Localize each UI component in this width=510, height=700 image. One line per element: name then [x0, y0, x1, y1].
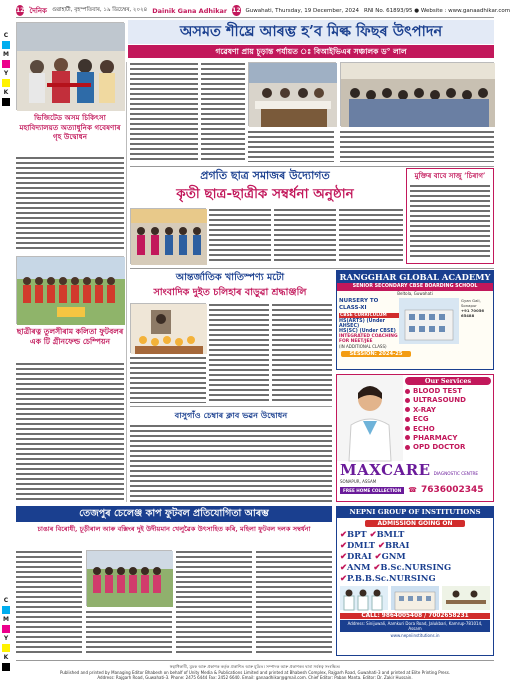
imprint-line-1: স্বত্বাধিকাৰী, মুদ্ৰক আৰু প্ৰকাশক কৰ্তৃক প্ৰকাশিত আৰু মুদ্ৰিত। সম্পাদক আৰু প্ৰকাশকৰ দ্বাৰা সৰ্বস্বত্ব সংৰক্ষিত। — [169, 664, 341, 669]
service-label: ECHO — [413, 424, 435, 433]
course-row — [340, 540, 490, 551]
services-panel — [403, 375, 493, 461]
students-felicitation-photo — [130, 208, 206, 264]
top-story-body-col-1 — [130, 62, 198, 162]
services-list — [405, 387, 491, 451]
service-item — [405, 415, 491, 423]
maxcare-phone: 7636002345 — [420, 485, 484, 495]
nepni-photos — [337, 584, 493, 612]
course-label: BRAI — [384, 540, 410, 550]
brand-name: দৈনিক — [29, 6, 47, 15]
left-story-1-headline: ভিজিটেড অসম চিকিৎসা মহাবিদ্যালয়ত অত্যাধুনিক গবেষণাৰ গৃহ উদ্বোধন — [19, 113, 121, 141]
imprint-line-2: Published and printed by Managing Editor Bhabesh on behalf of Unity Media & Publications Limited and printed at Bhabesh Complex, Rajgarh Road, Guwahati-3 and printed at Elite Printing Press. — [59, 669, 451, 675]
bullet-icon — [405, 398, 410, 403]
maxcare-ad[interactable] — [336, 374, 494, 502]
nepni-title: NEPNI GROUP OF INSTITUTIONS — [337, 507, 493, 518]
masthead — [16, 4, 510, 18]
nepni-ad[interactable] — [336, 506, 494, 656]
academy-cbse: CBSE CURRICULUM — [339, 313, 399, 318]
doctor-photo — [337, 375, 403, 461]
small-story-body — [130, 424, 332, 502]
service-item — [405, 434, 491, 442]
check-icon: ✔ — [340, 562, 348, 572]
bottom-story-banner: চাঙাৰ বিৰোধী, চূড়ীৰাল আৰু বক্সিংৰ দুই উদীয়মান খেলুৱৈক উৎসাহিত কৰি, মহিলা ফুটবল দলক সম্বৰ্ধনা — [37, 525, 311, 533]
top-story-body-col-3 — [248, 130, 334, 162]
campus-image — [391, 586, 439, 610]
imprint-line-3: Address: Rajgarh Road, Guwahati-3. Phone: 2475 6444 Fax: 2452 6640. Email: ganaadhikar@gmail.com. Chief Editor: Paban Manta. Editor: Dr. Zakir Hussain. — [97, 675, 413, 680]
mid-story-headline-1: প্ৰগতি ছাত্ৰ সমাজৰ উদ্যোগত — [200, 169, 330, 182]
bullet-icon — [405, 407, 410, 412]
bullet-icon — [405, 426, 410, 431]
audience-photo-image — [341, 63, 495, 127]
service-item — [405, 443, 491, 451]
academy-address: Beltola, Guwahati — [397, 291, 433, 296]
yellow-swatch — [2, 79, 10, 87]
audience-photo — [340, 62, 494, 126]
check-icon: ✔ — [377, 540, 385, 550]
lower-story-body-col-2 — [272, 303, 332, 403]
bullet-icon — [405, 435, 410, 440]
doctor-image — [337, 375, 403, 461]
course-label: B.Sc.NURSING — [380, 562, 452, 572]
cyan-swatch — [2, 606, 10, 614]
nepni-admission: ADMISSION GOING ON — [365, 520, 465, 527]
top-story-headline: অসমত শীঘ্ৰে আৰম্ভ হ’ব মিল্ক ফিছৰ উৎপাদন — [128, 20, 494, 44]
magenta-swatch — [2, 60, 10, 68]
check-icon: ✔ — [340, 540, 348, 550]
course-row — [340, 573, 490, 584]
academy-location: Gyan Gali, Sonapur — [461, 298, 481, 308]
hospital-photo — [16, 22, 124, 110]
paper-title: Dainik Gana Adhikar — [152, 6, 228, 15]
lower-story-body-col-3 — [130, 356, 206, 403]
academy-hs-arts: HS(ARTS) (Under AHSEC) — [339, 319, 385, 329]
academy-title: RANGGHAR GLOBAL ACADEMY — [337, 271, 493, 283]
cmyk-label-k: K — [3, 654, 9, 661]
tribute-photo-image — [131, 304, 207, 354]
registration-marks-top — [2, 32, 10, 108]
top-story-body-col-4 — [340, 130, 494, 162]
service-label: PHARMACY — [413, 433, 458, 442]
academy-ad[interactable] — [336, 270, 494, 370]
academy-session: SESSION: 2024-25 — [341, 351, 411, 357]
bullet-icon — [405, 445, 410, 450]
football-team-photo-image — [17, 257, 125, 325]
academy-building-photo — [399, 298, 459, 344]
right-top-box-headline: মুক্তিৰ বাবে সাজু ‘চিৰাগ’ — [414, 171, 486, 180]
nepni-address: Address: Sinijuwali, Aamkuri Dora Road, Jalukbari, Kamrup-781014, Assam — [340, 620, 490, 632]
small-story-headline: বাসুগাঁও চেম্বাৰ ক্লাব ভৱন উদ্বোধন — [174, 410, 288, 420]
cyan-swatch — [2, 41, 10, 49]
service-item — [405, 406, 491, 414]
course-label: GNM — [381, 551, 406, 561]
free-home-collection: FREE HOME COLLECTION — [340, 487, 404, 494]
tribute-photo — [130, 303, 206, 353]
check-icon: ✔ — [369, 529, 377, 539]
check-icon: ✔ — [374, 551, 382, 561]
nurses-image — [340, 586, 388, 610]
mid-story-body-col-1 — [209, 208, 271, 264]
check-icon: ✔ — [340, 551, 348, 561]
nepni-body — [337, 529, 493, 584]
lab-image — [442, 586, 490, 610]
cmyk-label-k: K — [3, 89, 9, 96]
building-image — [399, 298, 459, 344]
bottom-story-body-col-4 — [256, 550, 332, 656]
course-label: ANM — [347, 562, 371, 572]
service-label: OPD DOCTOR — [413, 443, 466, 452]
bullet-icon — [405, 417, 410, 422]
hospital-photo-image — [17, 23, 125, 111]
service-label: X-RAY — [413, 405, 436, 414]
course-label: BPT — [347, 529, 367, 539]
imprint-footer — [16, 664, 494, 681]
academy-phone: +91 70056 65488 — [461, 308, 484, 318]
mid-story-body-col-2 — [274, 208, 336, 264]
lower-story-body-col-1 — [209, 303, 269, 403]
students-felicitation-image — [131, 209, 207, 265]
course-row — [340, 551, 490, 562]
lower-story-headline-1: আন্তৰ্জাতিক খাতিস্পণ্য মটো — [175, 272, 285, 283]
course-row — [340, 562, 490, 573]
academy-courses — [339, 298, 399, 349]
local-date: গুৱাহাটী, বৃহস্পতিবাৰ, ১৯ ডিচেম্বৰ, ২০২৪ — [51, 6, 148, 13]
academy-contact — [459, 298, 489, 349]
check-icon: ✔ — [340, 573, 348, 583]
maxcare-brand-sub: DIAGNOSTIC CENTRE — [433, 471, 479, 476]
left-story-2-headline: ছাত্ৰীৰত্ন তুলসীৰাম কলিতা ফুটবলৰ এক টি গ্ৰীনফেল্ড চেম্পিয়ন — [16, 327, 124, 346]
bottom-story-body-col-1 — [16, 550, 82, 656]
cmyk-label-y: Y — [3, 635, 9, 642]
service-label: BLOOD TEST — [413, 387, 463, 395]
maxcare-top — [337, 375, 493, 461]
cmyk-label-m: M — [3, 616, 9, 623]
top-story-body-col-2 — [201, 62, 245, 162]
black-swatch — [2, 663, 10, 671]
nepni-phone: CALL: 9864005408 / 7002658231 — [340, 613, 490, 619]
check-icon: ✔ — [373, 562, 381, 572]
football-team-photo — [16, 256, 124, 324]
maxcare-brand-row — [337, 461, 493, 479]
check-icon: ✔ — [340, 529, 348, 539]
nepni-courses — [340, 529, 490, 584]
page-number-badge: 12 — [16, 7, 25, 14]
yellow-swatch — [2, 644, 10, 652]
academy-subtitle: SENIOR SECONDARY CBSE BOARDING SCHOOL — [337, 283, 493, 291]
black-swatch — [2, 98, 10, 106]
mid-story-headline-2: কৃতী ছাত্ৰ-ছাত্ৰীক সম্বৰ্ধনা অনুষ্ঠান — [176, 186, 354, 202]
service-label: ULTRASOUND — [413, 396, 466, 405]
service-item — [405, 396, 491, 404]
course-label: DRAI — [347, 551, 372, 561]
academy-body — [337, 296, 493, 351]
bottom-story-headline: তেজপুৰ চেলেঞ্জ কাপ ফুটবল প্ৰতিযোগিতা আৰম্ভ — [16, 506, 332, 522]
cmyk-label-c: C — [3, 32, 9, 39]
top-story-subhead: গৱেষণা প্ৰায় চূড়ান্ত পৰ্যায়ত ঃ বিআইভিএৰ সঞ্চালক ড° লাল — [128, 45, 494, 58]
service-item — [405, 387, 491, 395]
registration-marks-bottom — [2, 597, 10, 673]
seminar-photo — [248, 62, 336, 126]
rni-website: RNI No. 61893/95 ● Website : www.ganaadhikar.com — [364, 7, 510, 14]
course-label: BMLT — [376, 529, 405, 539]
women-football-image — [87, 551, 173, 607]
maxcare-brand: MAXCARE — [340, 461, 431, 479]
left-story-2-body — [16, 362, 124, 502]
cmyk-label-y: Y — [3, 70, 9, 77]
academy-nursery: NURSERY TO CLASS-XI — [339, 298, 379, 311]
cmyk-label-c: C — [3, 597, 9, 604]
dateline: Guwahati, Thursday, 19 December, 2024 — [245, 7, 359, 14]
cmyk-label-m: M — [3, 51, 9, 58]
academy-integrated-note: (IN ADDITIONAL CLASS) — [339, 344, 387, 349]
bottom-story-body-col-3 — [176, 550, 252, 656]
lower-story-headline-2: সাংবাদিক দুইত চলিহাৰ বাড়ুৱা শ্ৰদ্ধাঞ্জলি — [153, 287, 307, 298]
course-label: P.B.B.Sc.NURSING — [347, 573, 436, 583]
left-story-1-body — [16, 156, 124, 252]
women-football-photo — [86, 550, 172, 606]
service-item — [405, 425, 491, 433]
maxcare-contact-row — [337, 484, 493, 496]
page-number-circle: 12 — [232, 7, 241, 14]
mid-story-body-col-3 — [339, 208, 403, 264]
phone-icon: ☎ — [408, 486, 417, 494]
right-top-box — [406, 168, 494, 264]
academy-hs-sc: HS(SC) (Under CBSE) — [339, 329, 396, 334]
maxcare-address: SONAPUR, ASSAM — [340, 479, 377, 484]
seminar-photo-image — [249, 63, 337, 127]
academy-integrated: INTEGRATED COACHING FOR NEET/JEE — [339, 334, 398, 344]
services-header: Our Services — [405, 377, 491, 385]
right-top-box-body — [410, 184, 490, 260]
magenta-swatch — [2, 625, 10, 633]
course-row — [340, 529, 490, 540]
course-label: DMLT — [347, 540, 376, 550]
bullet-icon — [405, 389, 410, 394]
service-label: ECG — [413, 415, 429, 424]
nepni-web: www.nepniinstitutions.in — [390, 633, 440, 638]
bottom-story-body-col-2 — [86, 610, 172, 656]
